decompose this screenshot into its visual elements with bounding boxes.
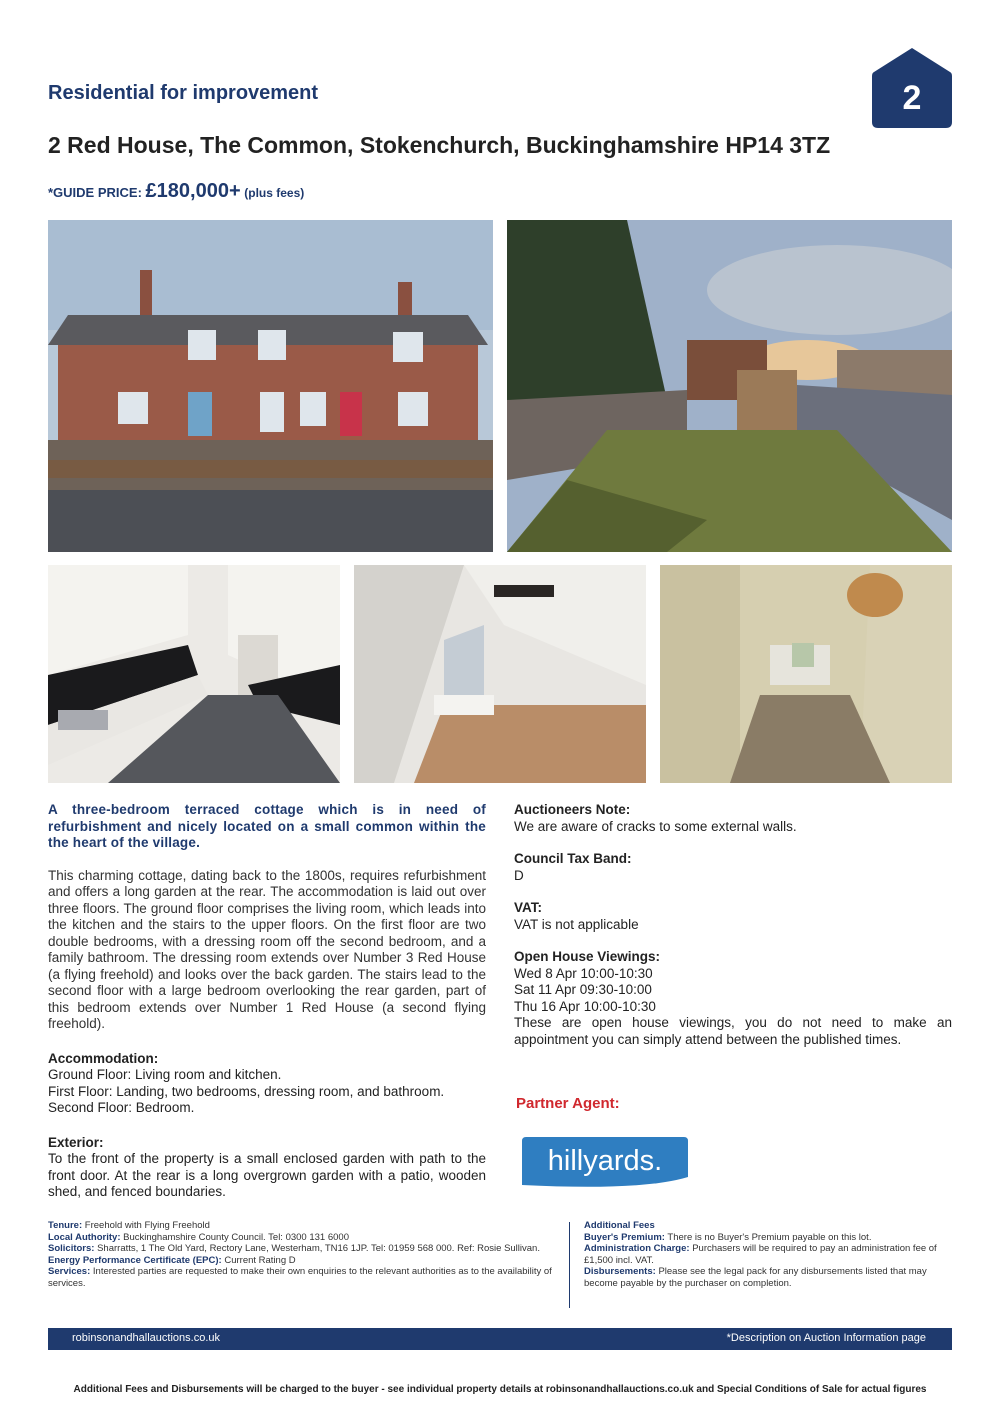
premium-value: There is no Buyer's Premium payable on this lot. (667, 1231, 872, 1243)
attic-bedroom-photo (354, 565, 646, 783)
exterior-heading: Exterior: (48, 1134, 104, 1150)
details-column (514, 802, 952, 1064)
guide-price-value: £180,000+ (145, 180, 241, 202)
description-body: This charming cottage, dating back to the 1800s, requires refurbishment and offers a long garden at the rear. The accommodation is laid out over three floors. The ground floor comprises the living room, which leads into the kitchen and the stairs to the upper floors. On the first floor are two double bedrooms, with a dressing room off the second bedroom, and a family bathroom. The dressing room extends over Number 3 Red House (a flying freehold) and looks over the back garden. The stairs lead to the second floor with a large bedroom overlooking the rear garden, part of this bedroom extends over Number 1 Red House (a second flying freehold). (48, 867, 486, 1031)
description-column (48, 802, 486, 1201)
premium-label: Buyer's Premium: (584, 1231, 665, 1243)
kitchen-photo (48, 565, 340, 783)
disbursements-value: Please see the legal pack for any disbursements listed that may become payable by the purchaser on completion. (584, 1266, 927, 1289)
council-tax-band: D (514, 867, 524, 883)
epc-value: Current Rating D (224, 1254, 296, 1266)
viewing-slot: Thu 16 Apr 10:00-10:30 (514, 998, 656, 1014)
accommodation-line: Second Floor: Bedroom. (48, 1100, 195, 1115)
guide-price-label: *GUIDE PRICE: (48, 185, 142, 200)
lot-number: 2 (902, 79, 922, 117)
admin-label: Administration Charge: (584, 1243, 690, 1254)
viewings-heading: Open House Viewings: (514, 949, 661, 964)
hillyards-logo (522, 1137, 688, 1187)
exterior-text: To the front of the property is a small enclosed garden with path to the front door. At the rear is a long overgrown garden with a patio, wooden shed, and fenced boundaries. (48, 1151, 486, 1199)
accommodation-line: Ground Floor: Living room and kitchen. (48, 1067, 282, 1082)
intro-text: A three-bedroom terraced cottage which is in need of refurbishment and nicely located on a small common within the the heart of the village. (48, 802, 486, 850)
footer-bar (48, 1328, 952, 1350)
website-link[interactable]: robinsonandhallauctions.co.uk (72, 1332, 220, 1344)
rear-garden-photo (507, 220, 952, 552)
bedroom-photo (660, 565, 952, 783)
guide-price-suffix: (plus fees) (244, 186, 305, 200)
legal-info (48, 1220, 556, 1289)
authority-value: Buckinghamshire County Council. Tel: 0300 131 6000 (123, 1231, 349, 1243)
services-label: Services: (48, 1266, 91, 1277)
epc-label: Energy Performance Certificate (EPC): (48, 1254, 222, 1266)
lot-category: Residential for improvement (48, 82, 319, 104)
auctioneers-note: We are aware of cracks to some external walls. (514, 818, 797, 834)
property-address: 2 Red House, The Common, Stokenchurch, Buckinghamshire HP14 3TZ (48, 132, 831, 158)
council-tax-heading: Council Tax Band: (514, 851, 632, 866)
additional-fees (584, 1220, 952, 1289)
house-badge-icon (872, 46, 952, 128)
guide-price (48, 180, 304, 203)
lot-number-badge (872, 46, 952, 128)
solicitors-label: Solicitors: (48, 1243, 95, 1254)
legal-divider (569, 1222, 570, 1308)
authority-label: Local Authority: (48, 1231, 121, 1243)
solicitors-value: Sharratts, 1 The Old Yard, Rectory Lane, Westerham, TN16 1JP. Tel: 01959 568 000. Ref: Rosie Sullivan. (97, 1243, 540, 1254)
footer-note: *Description on Auction Information page (726, 1332, 926, 1344)
partner-agent-label: Partner Agent: (516, 1095, 620, 1112)
hillyards-logo-text: hillyards. (547, 1145, 663, 1177)
auctioneers-note-heading: Auctioneers Note: (514, 802, 631, 817)
front-exterior-photo (48, 220, 493, 552)
vat-value: VAT is not applicable (514, 916, 639, 932)
tenure-value: Freehold with Flying Freehold (84, 1220, 210, 1231)
viewing-slot: Wed 8 Apr 10:00-10:30 (514, 965, 653, 981)
fees-heading: Additional Fees (584, 1220, 655, 1231)
viewing-slot: Sat 11 Apr 09:30-10:00 (514, 982, 652, 997)
services-value: Interested parties are requested to make their own enquiries to the relevant authorities as to the availability of services. (48, 1266, 552, 1289)
fees-disclaimer: Additional Fees and Disbursements will be charged to the buyer - see individual property details at robinsonandhallauctions.co.uk and Special Conditions of Sale for actual figures (73, 1384, 927, 1395)
tenure-label: Tenure: (48, 1220, 83, 1231)
accommodation-heading: Accommodation: (48, 1050, 159, 1066)
viewings-note: These are open house viewings, you do not need to make an appointment you can simply attend between the published times. (514, 1015, 952, 1047)
vat-heading: VAT: (514, 900, 542, 915)
admin-value: Purchasers will be required to pay an administration fee of £1,500 incl. VAT. (584, 1243, 937, 1266)
accommodation-line: First Floor: Landing, two bedrooms, dressing room, and bathroom. (48, 1083, 445, 1099)
disbursements-label: Disbursements: (584, 1266, 656, 1277)
